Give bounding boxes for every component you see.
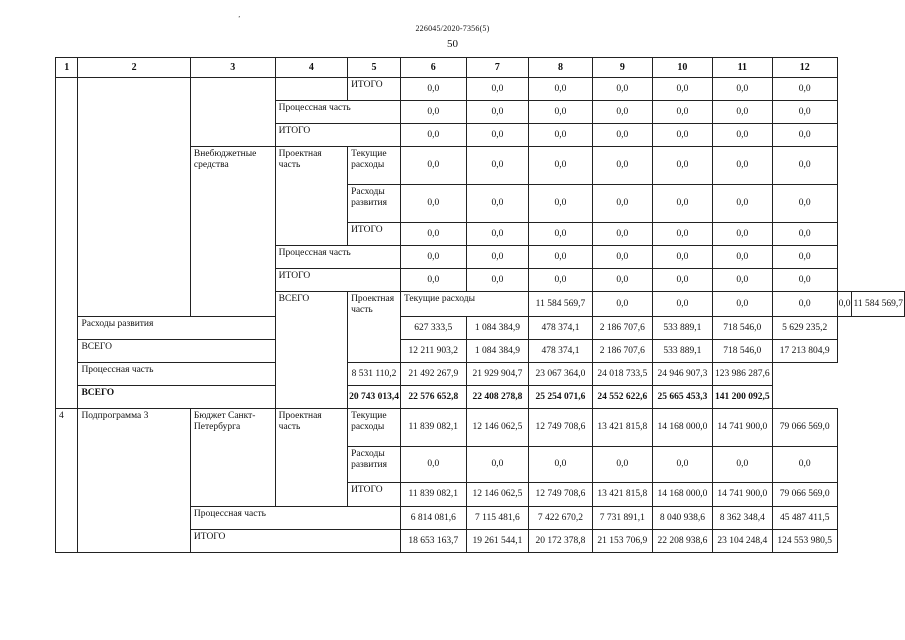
- table-row: [56, 363, 905, 386]
- value-cell: 0,0: [712, 124, 772, 147]
- value-cell: 24 552 622,6: [592, 386, 652, 409]
- value-cell: 22 408 278,8: [466, 386, 529, 409]
- value-cell: 0,0: [772, 147, 837, 185]
- value-cell: 0,0: [653, 447, 713, 483]
- value-cell: 11 584 569,7: [529, 292, 592, 317]
- value-cell: 21 492 267,9: [400, 363, 466, 386]
- value-cell: 0,0: [772, 185, 837, 223]
- col-number: 2: [78, 58, 190, 78]
- value-cell: 45 487 411,5: [772, 507, 837, 530]
- value-cell: 718 546,0: [712, 317, 772, 340]
- value-cell: 7 422 670,2: [529, 507, 592, 530]
- value-cell: 0,0: [592, 124, 652, 147]
- value-cell: 123 986 287,6: [712, 363, 772, 386]
- value-cell: 0,0: [400, 447, 466, 483]
- table-row: [56, 340, 905, 363]
- value-cell: 0,0: [466, 223, 529, 246]
- scan-tick-mark: ʼ: [238, 15, 241, 23]
- value-cell: 14 168 000,0: [653, 409, 713, 447]
- value-cell: 24 946 907,3: [653, 363, 713, 386]
- row-label: Текущие расходы: [400, 292, 528, 317]
- value-cell: 478 374,1: [529, 317, 592, 340]
- value-cell: 0,0: [592, 223, 652, 246]
- value-cell: 0,0: [592, 101, 652, 124]
- funding-source-label: Бюджет Санкт-Петербурга: [190, 409, 275, 507]
- row-label: ИТОГО: [348, 78, 401, 101]
- value-cell: 79 066 569,0: [772, 483, 837, 507]
- value-cell: 0,0: [712, 269, 772, 292]
- value-cell: 2 186 707,6: [592, 340, 652, 363]
- value-cell: 0,0: [529, 78, 592, 101]
- col-number: 10: [653, 58, 713, 78]
- col-number: 3: [190, 58, 275, 78]
- value-cell: 18 653 163,7: [400, 530, 466, 553]
- value-cell: 25 665 453,3: [653, 386, 713, 409]
- value-cell: 0,0: [772, 101, 837, 124]
- value-cell: 0,0: [712, 292, 772, 317]
- value-cell: 0,0: [529, 147, 592, 185]
- value-cell: 20 743 013,4: [348, 386, 401, 409]
- value-cell: 0,0: [466, 124, 529, 147]
- col-number: 12: [772, 58, 837, 78]
- value-cell: 0,0: [712, 78, 772, 101]
- row-label: Проектная часть: [348, 292, 401, 363]
- value-cell: 21 153 706,9: [592, 530, 652, 553]
- value-cell: 0,0: [466, 101, 529, 124]
- value-cell: 7 731 891,1: [592, 507, 652, 530]
- value-cell: 14 741 900,0: [712, 409, 772, 447]
- value-cell: 7 115 481,6: [466, 507, 529, 530]
- value-cell: 22 576 652,8: [400, 386, 466, 409]
- value-cell: 0,0: [400, 101, 466, 124]
- col-number: 5: [348, 58, 401, 78]
- value-cell: 0,0: [772, 269, 837, 292]
- value-cell: 14 168 000,0: [653, 483, 713, 507]
- value-cell: 0,0: [529, 185, 592, 223]
- value-cell: 24 018 733,5: [592, 363, 652, 386]
- value-cell: 19 261 544,1: [466, 530, 529, 553]
- value-cell: 0,0: [466, 269, 529, 292]
- value-cell: 0,0: [400, 124, 466, 147]
- funding-source-label: Внебюджетные средства: [190, 147, 275, 317]
- row-label: ИТОГО: [275, 124, 400, 147]
- value-cell: 0,0: [653, 269, 713, 292]
- value-cell: 12 749 708,6: [529, 483, 592, 507]
- value-cell: 0,0: [772, 78, 837, 101]
- col-number: 6: [400, 58, 466, 78]
- value-cell: 0,0: [466, 147, 529, 185]
- row-label: ИТОГО: [275, 269, 400, 292]
- value-cell: 6 814 081,6: [400, 507, 466, 530]
- value-cell: 0,0: [653, 223, 713, 246]
- value-cell: 533 889,1: [653, 317, 713, 340]
- value-cell: 0,0: [772, 246, 837, 269]
- row-label: Расходы развития: [78, 317, 275, 340]
- value-cell: 718 546,0: [712, 340, 772, 363]
- col-number: 11: [712, 58, 772, 78]
- value-cell: 8 040 938,6: [653, 507, 713, 530]
- value-cell: 0,0: [592, 447, 652, 483]
- value-cell: 17 213 804,9: [772, 340, 837, 363]
- value-cell: 0,0: [772, 223, 837, 246]
- value-cell: 0,0: [466, 246, 529, 269]
- empty-cell: [190, 78, 275, 147]
- empty-cell: [78, 78, 190, 317]
- row-label: ИТОГО: [348, 223, 401, 246]
- col-number: 1: [56, 58, 78, 78]
- value-cell: 20 172 378,8: [529, 530, 592, 553]
- value-cell: 0,0: [712, 101, 772, 124]
- value-cell: 0,0: [653, 124, 713, 147]
- row-label: Процессная часть: [275, 101, 400, 124]
- value-cell: 0,0: [400, 185, 466, 223]
- value-cell: 0,0: [772, 292, 837, 317]
- subprogram-label: Подпрограмма 3: [78, 409, 190, 553]
- value-cell: 0,0: [529, 447, 592, 483]
- col-number: 7: [466, 58, 529, 78]
- value-cell: 0,0: [592, 147, 652, 185]
- value-cell: 8 531 110,2: [348, 363, 401, 386]
- value-cell: 0,0: [592, 78, 652, 101]
- col-number: 9: [592, 58, 652, 78]
- value-cell: 0,0: [712, 223, 772, 246]
- row-label: Расходы развития: [348, 185, 401, 223]
- value-cell: 0,0: [592, 185, 652, 223]
- table-row: [56, 317, 905, 340]
- value-cell: 0,0: [400, 78, 466, 101]
- value-cell: 0,0: [466, 185, 529, 223]
- col-number: 4: [275, 58, 347, 78]
- value-cell: 11 839 082,1: [400, 409, 466, 447]
- value-cell: 12 211 903,2: [400, 340, 466, 363]
- table-row: [56, 78, 905, 101]
- row-label: Процессная часть: [275, 246, 400, 269]
- value-cell: 0,0: [712, 447, 772, 483]
- value-cell: 0,0: [653, 101, 713, 124]
- value-cell: 12 749 708,6: [529, 409, 592, 447]
- value-cell: 0,0: [400, 269, 466, 292]
- row-label: Текущие расходы: [348, 147, 401, 185]
- row-label: Процессная часть: [78, 363, 348, 386]
- empty-cell: [275, 78, 347, 101]
- page-number: 50: [447, 38, 458, 50]
- value-cell: 12 146 062,5: [466, 483, 529, 507]
- value-cell: 0,0: [529, 269, 592, 292]
- value-cell: 627 333,5: [400, 317, 466, 340]
- value-cell: 5 629 235,2: [772, 317, 837, 340]
- value-cell: 12 146 062,5: [466, 409, 529, 447]
- value-cell: 0,0: [466, 78, 529, 101]
- value-cell: 22 208 938,6: [653, 530, 713, 553]
- value-cell: 0,0: [592, 292, 652, 317]
- budget-table: [55, 57, 905, 553]
- value-cell: 23 104 248,4: [712, 530, 772, 553]
- row-label: Процессная часть: [190, 507, 400, 530]
- value-cell: 0,0: [529, 124, 592, 147]
- row-label: ВСЕГО: [78, 386, 348, 409]
- value-cell: 0,0: [653, 185, 713, 223]
- value-cell: 25 254 071,6: [529, 386, 592, 409]
- value-cell: 0,0: [653, 147, 713, 185]
- value-cell: 0,0: [772, 124, 837, 147]
- value-cell: 141 200 092,5: [712, 386, 772, 409]
- value-cell: 533 889,1: [653, 340, 713, 363]
- value-cell: 13 421 815,8: [592, 409, 652, 447]
- value-cell: 79 066 569,0: [772, 409, 837, 447]
- value-cell: 21 929 904,7: [466, 363, 529, 386]
- document-id: 226045/2020-7356(5): [415, 24, 490, 33]
- row-label: ИТОГО: [190, 530, 400, 553]
- value-cell: 478 374,1: [529, 340, 592, 363]
- value-cell: 0,0: [653, 292, 713, 317]
- col-number: 8: [529, 58, 592, 78]
- value-cell: 0,0: [772, 447, 837, 483]
- value-cell: 14 741 900,0: [712, 483, 772, 507]
- table-row: [56, 409, 905, 447]
- value-cell: 13 421 815,8: [592, 483, 652, 507]
- value-cell: 2 186 707,6: [592, 317, 652, 340]
- row-label: Текущие расходы: [348, 409, 401, 447]
- value-cell: 0,0: [400, 223, 466, 246]
- value-cell: 0,0: [400, 147, 466, 185]
- value-cell: 0,0: [837, 292, 852, 317]
- row-label: ИТОГО: [348, 483, 401, 507]
- value-cell: 0,0: [529, 246, 592, 269]
- row-label: ВСЕГО: [78, 340, 275, 363]
- row-label: Проектная часть: [275, 147, 347, 246]
- table-row: [56, 386, 905, 409]
- value-cell: 0,0: [712, 185, 772, 223]
- column-number-row: [56, 58, 905, 78]
- value-cell: 11 839 082,1: [400, 483, 466, 507]
- value-cell: 11 584 569,7: [852, 292, 905, 317]
- value-cell: 0,0: [592, 269, 652, 292]
- value-cell: 0,0: [466, 447, 529, 483]
- value-cell: 8 362 348,4: [712, 507, 772, 530]
- value-cell: 0,0: [653, 78, 713, 101]
- row-index: 4: [56, 409, 78, 553]
- value-cell: 0,0: [400, 246, 466, 269]
- value-cell: 124 553 980,5: [772, 530, 837, 553]
- section-label-vsego: ВСЕГО: [275, 292, 347, 409]
- empty-cell: [56, 78, 78, 409]
- value-cell: 0,0: [712, 246, 772, 269]
- row-label: Расходы развития: [348, 447, 401, 483]
- value-cell: 1 084 384,9: [466, 340, 529, 363]
- value-cell: 1 084 384,9: [466, 317, 529, 340]
- row-label: Проектная часть: [275, 409, 347, 507]
- value-cell: 0,0: [529, 223, 592, 246]
- value-cell: 23 067 364,0: [529, 363, 592, 386]
- value-cell: 0,0: [712, 147, 772, 185]
- value-cell: 0,0: [529, 101, 592, 124]
- value-cell: 0,0: [653, 246, 713, 269]
- value-cell: 0,0: [592, 246, 652, 269]
